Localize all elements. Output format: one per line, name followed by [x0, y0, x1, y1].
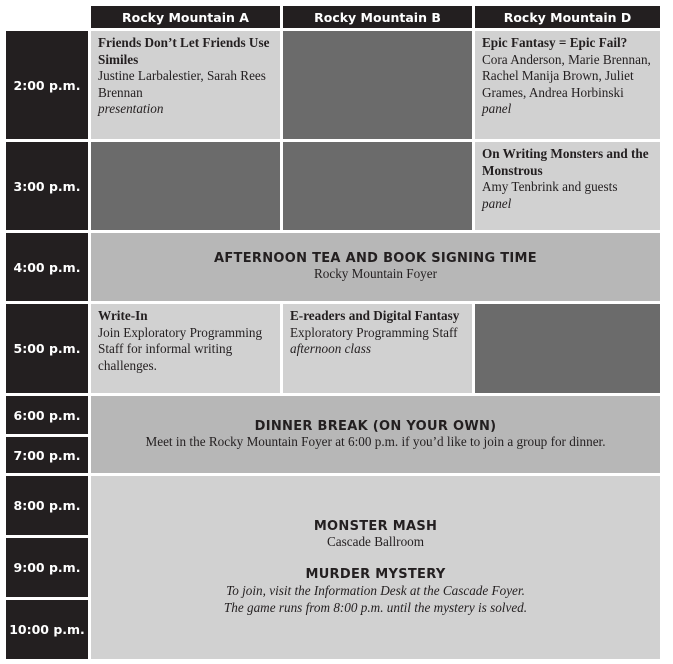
- time-label-5pm: 5:00 p.m.: [6, 304, 88, 393]
- murder-mystery-title: MURDER MYSTERY: [305, 566, 446, 582]
- event-evening: [91, 476, 660, 659]
- murder-mystery-schedule: The game runs from 8:00 p.m. until the mystery is solved.: [223, 599, 528, 615]
- session-presenters: Exploratory Programming Staff: [290, 324, 458, 340]
- session-title: E-readers and Digital Fantasy: [290, 308, 460, 323]
- event-location: Rocky Mountain Foyer: [313, 266, 438, 282]
- session-title: Epic Fantasy = Epic Fail?: [482, 35, 628, 50]
- empty-slot: [475, 304, 660, 393]
- session-write-in: [91, 304, 280, 393]
- event-title: AFTERNOON TEA AND BOOK SIGNING TIME: [214, 251, 537, 267]
- column-header-rocky-mountain-d: Rocky Mountain D: [475, 6, 660, 28]
- session-type: afternoon class: [290, 341, 371, 356]
- monster-mash-title: MONSTER MASH: [313, 519, 438, 535]
- monster-mash-location: Cascade Ballroom: [326, 534, 425, 550]
- session-title: On Writing Monsters and the Monstrous: [482, 146, 649, 178]
- session-type: panel: [482, 195, 512, 211]
- time-label-6pm: 6:00 p.m.: [6, 396, 88, 434]
- session-type: panel: [482, 101, 512, 116]
- time-label-3pm: 3:00 p.m.: [6, 142, 88, 230]
- empty-slot: [283, 142, 472, 230]
- session-epic-fantasy: [475, 31, 660, 139]
- murder-mystery-info: To join, visit the Information Desk at the Cascade Foyer.: [226, 582, 525, 598]
- event-title: DINNER BREAK (ON YOUR OWN): [254, 418, 497, 434]
- event-afternoon-tea: [91, 233, 660, 301]
- time-label-8pm: 8:00 p.m.: [6, 476, 88, 535]
- session-description: Join Exploratory Programming Staff for informal writing challenges.: [98, 324, 263, 373]
- session-type: presentation: [98, 101, 164, 116]
- session-presenters: Amy Tenbrink and guests: [482, 179, 618, 194]
- session-e-readers: [283, 304, 472, 393]
- session-title: Friends Don’t Let Friends Use Similes: [98, 35, 270, 67]
- session-title: Write-In: [98, 308, 148, 323]
- session-writing-monsters: [475, 142, 660, 230]
- empty-slot: [91, 142, 280, 230]
- time-label-2pm: 2:00 p.m.: [6, 31, 88, 139]
- event-description: Meet in the Rocky Mountain Foyer at 6:00 p.m. if you’d like to join a group for dinner.: [145, 433, 606, 449]
- session-similes: [91, 31, 280, 139]
- column-header-rocky-mountain-a: Rocky Mountain A: [91, 6, 280, 28]
- empty-slot: [283, 31, 472, 139]
- event-dinner-break: [91, 396, 660, 473]
- column-header-rocky-mountain-b: Rocky Mountain B: [283, 6, 472, 28]
- time-label-9pm: 9:00 p.m.: [6, 538, 88, 597]
- time-label-7pm: 7:00 p.m.: [6, 437, 88, 473]
- time-label-10pm: 10:00 p.m.: [6, 600, 88, 659]
- session-panelists: Cora Anderson, Marie Brennan, Rachel Manija Brown, Juliet Grames, Andrea Horbinski: [482, 51, 651, 100]
- time-label-4pm: 4:00 p.m.: [6, 233, 88, 301]
- session-presenters: Justine Larbalestier, Sarah Rees Brennan: [98, 68, 266, 100]
